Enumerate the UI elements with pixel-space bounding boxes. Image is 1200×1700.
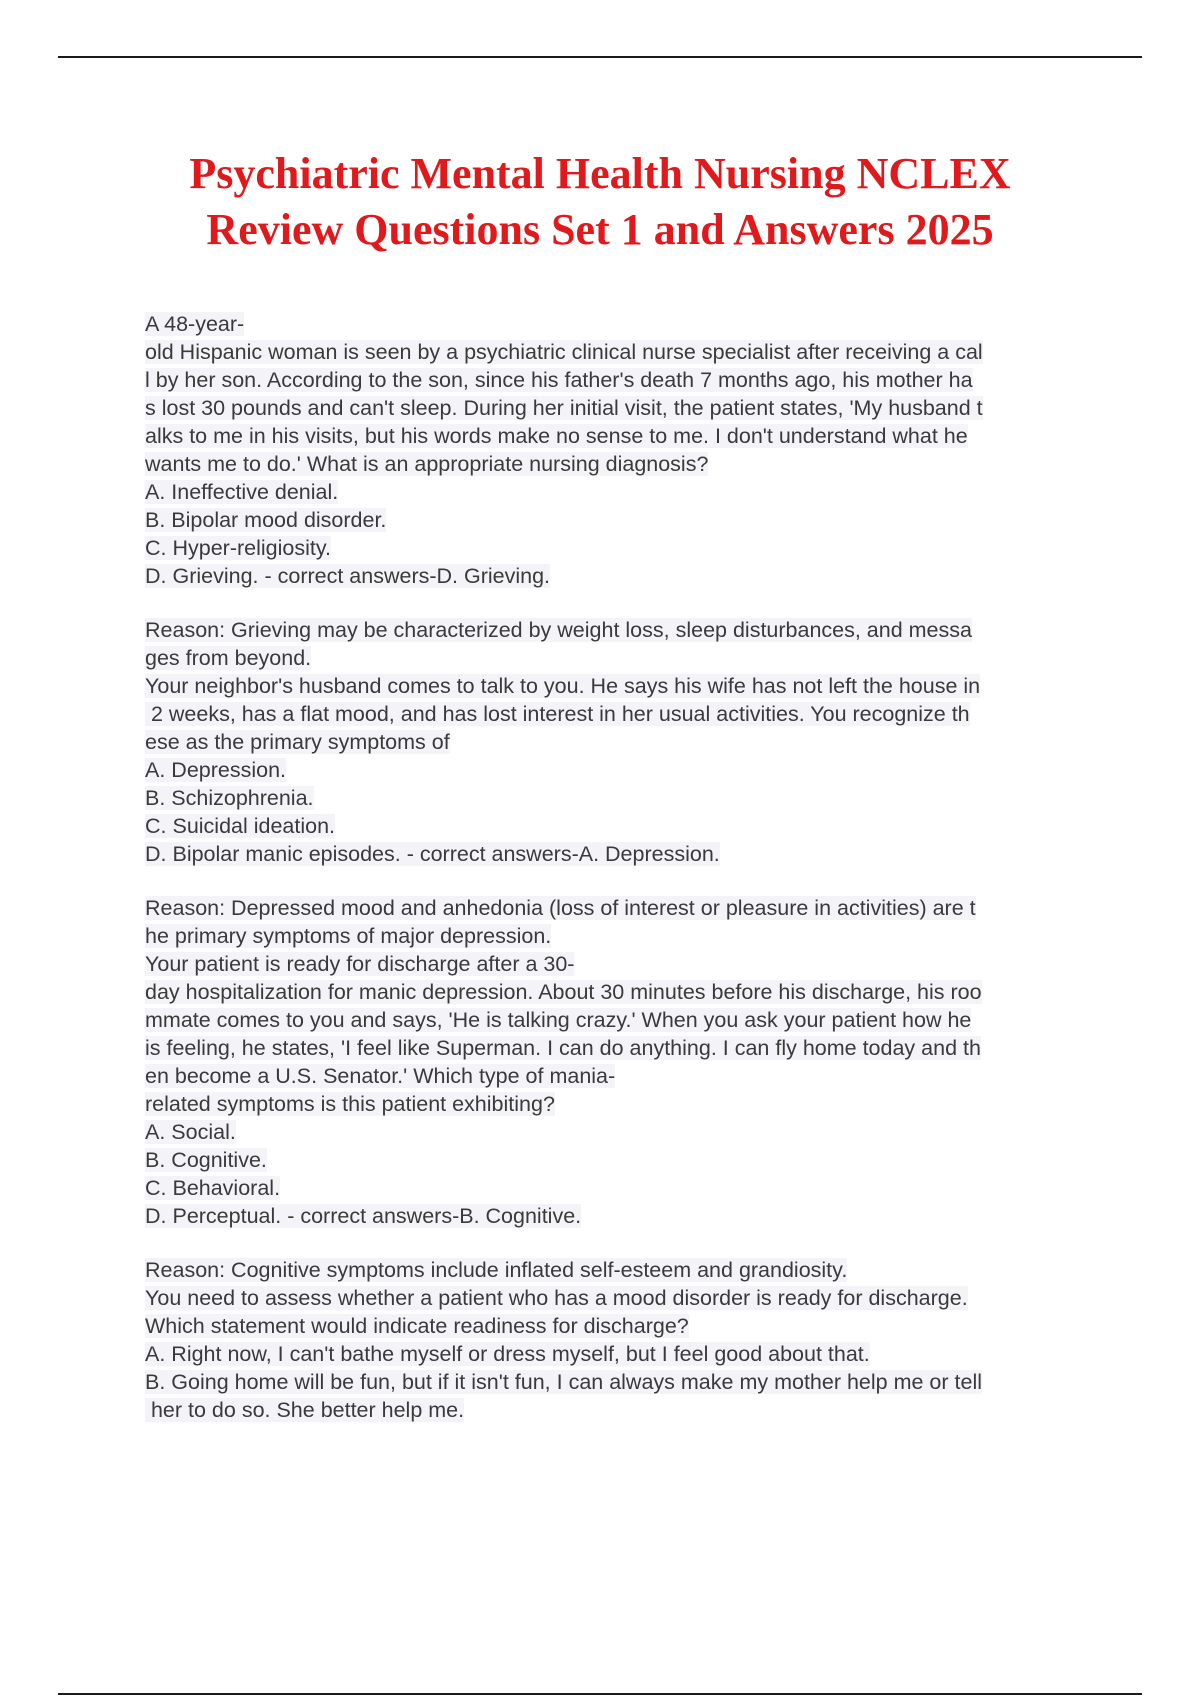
- text-line: C. Suicidal ideation.: [145, 814, 336, 838]
- body-line: [145, 478, 1095, 506]
- body-line: [145, 1090, 1095, 1118]
- body-line: [145, 922, 1095, 950]
- text-line: her to do so. She better help me.: [145, 1398, 465, 1422]
- text-line: D. Bipolar manic episodes. - correct answers-A. Depression.: [145, 842, 720, 866]
- body-line: [145, 1202, 1095, 1230]
- body-line: [145, 894, 1095, 922]
- paragraph-gap: [145, 590, 1095, 616]
- body-line: [145, 338, 1095, 366]
- text-line: A. Depression.: [145, 758, 287, 782]
- body-line: [145, 506, 1095, 534]
- body-line: [145, 1284, 1095, 1312]
- body-line: [145, 1118, 1095, 1146]
- text-line: You need to assess whether a patient who has a mood disorder is ready for discharge.: [145, 1286, 968, 1310]
- body-line: [145, 1146, 1095, 1174]
- body-line: [145, 422, 1095, 450]
- body-line: [145, 812, 1095, 840]
- text-line: A. Ineffective denial.: [145, 480, 339, 504]
- text-line: A. Social.: [145, 1120, 236, 1144]
- bottom-rule: [58, 1693, 1142, 1695]
- text-line: is feeling, he states, 'I feel like Superman. I can do anything. I can fly home today and th: [145, 1036, 981, 1060]
- document-title: [0, 146, 1200, 258]
- body-line: [145, 366, 1095, 394]
- body-line: [145, 1368, 1095, 1396]
- body-line: [145, 394, 1095, 422]
- text-line: Reason: Grieving may be characterized by weight loss, sleep disturbances, and messa: [145, 618, 972, 642]
- text-line: D. Perceptual. - correct answers-B. Cognitive.: [145, 1204, 582, 1228]
- body-line: [145, 1312, 1095, 1340]
- body-line: [145, 840, 1095, 868]
- body-line: [145, 1396, 1095, 1424]
- text-line: Your patient is ready for discharge after a 30-: [145, 952, 575, 976]
- paragraph-gap: [145, 868, 1095, 894]
- text-line: B. Going home will be fun, but if it isn't fun, I can always make my mother help me or tell: [145, 1370, 982, 1394]
- text-line: alks to me in his visits, but his words make no sense to me. I don't understand what he: [145, 424, 968, 448]
- text-line: mmate comes to you and says, 'He is talking crazy.' When you ask your patient how he: [145, 1008, 972, 1032]
- title-line: Psychiatric Mental Health Nursing NCLEX: [189, 149, 1011, 198]
- text-line: Which statement would indicate readiness for discharge?: [145, 1314, 689, 1338]
- text-line: Your neighbor's husband comes to talk to you. He says his wife has not left the house in: [145, 674, 981, 698]
- text-line: A. Right now, I can't bathe myself or dress myself, but I feel good about that.: [145, 1342, 870, 1366]
- body-line: [145, 310, 1095, 338]
- text-line: ges from beyond.: [145, 646, 312, 670]
- body-line: [145, 562, 1095, 590]
- body-line: [145, 1062, 1095, 1090]
- text-line: B. Bipolar mood disorder.: [145, 508, 387, 532]
- body-line: [145, 450, 1095, 478]
- text-line: wants me to do.' What is an appropriate nursing diagnosis?: [145, 452, 709, 476]
- text-line: s lost 30 pounds and can't sleep. During her initial visit, the patient states, 'My husband t: [145, 396, 983, 420]
- text-line: B. Schizophrenia.: [145, 786, 314, 810]
- body-line: [145, 1256, 1095, 1284]
- text-line: C. Behavioral.: [145, 1176, 281, 1200]
- text-line: he primary symptoms of major depression.: [145, 924, 552, 948]
- body-line: [145, 728, 1095, 756]
- text-line: D. Grieving. - correct answers-D. Grieving.: [145, 564, 551, 588]
- top-rule: [58, 56, 1142, 58]
- document-body: [145, 310, 1095, 1424]
- body-line: [145, 1006, 1095, 1034]
- body-line: [145, 1340, 1095, 1368]
- body-line: [145, 950, 1095, 978]
- body-line: [145, 1174, 1095, 1202]
- text-line: C. Hyper-religiosity.: [145, 536, 331, 560]
- title-line: Review Questions Set 1 and Answers 2025: [206, 205, 994, 254]
- body-line: [145, 784, 1095, 812]
- text-line: old Hispanic woman is seen by a psychiatric clinical nurse specialist after receiving a cal: [145, 340, 983, 364]
- paragraph-gap: [145, 1230, 1095, 1256]
- text-line: Reason: Depressed mood and anhedonia (loss of interest or pleasure in activities) are t: [145, 896, 976, 920]
- body-line: [145, 616, 1095, 644]
- body-line: [145, 672, 1095, 700]
- text-line: related symptoms is this patient exhibiting?: [145, 1092, 555, 1116]
- body-line: [145, 644, 1095, 672]
- text-line: B. Cognitive.: [145, 1148, 267, 1172]
- text-line: A 48-year-: [145, 312, 245, 336]
- text-line: 2 weeks, has a flat mood, and has lost interest in her usual activities. You recognize th: [145, 702, 970, 726]
- text-line: l by her son. According to the son, since his father's death 7 months ago, his mother ha: [145, 368, 973, 392]
- text-line: Reason: Cognitive symptoms include inflated self-esteem and grandiosity.: [145, 1258, 848, 1282]
- text-line: ese as the primary symptoms of: [145, 730, 450, 754]
- body-line: [145, 700, 1095, 728]
- body-line: [145, 756, 1095, 784]
- body-line: [145, 1034, 1095, 1062]
- text-line: day hospitalization for manic depression. About 30 minutes before his discharge, his roo: [145, 980, 982, 1004]
- body-line: [145, 978, 1095, 1006]
- text-line: en become a U.S. Senator.' Which type of mania-: [145, 1064, 616, 1088]
- body-line: [145, 534, 1095, 562]
